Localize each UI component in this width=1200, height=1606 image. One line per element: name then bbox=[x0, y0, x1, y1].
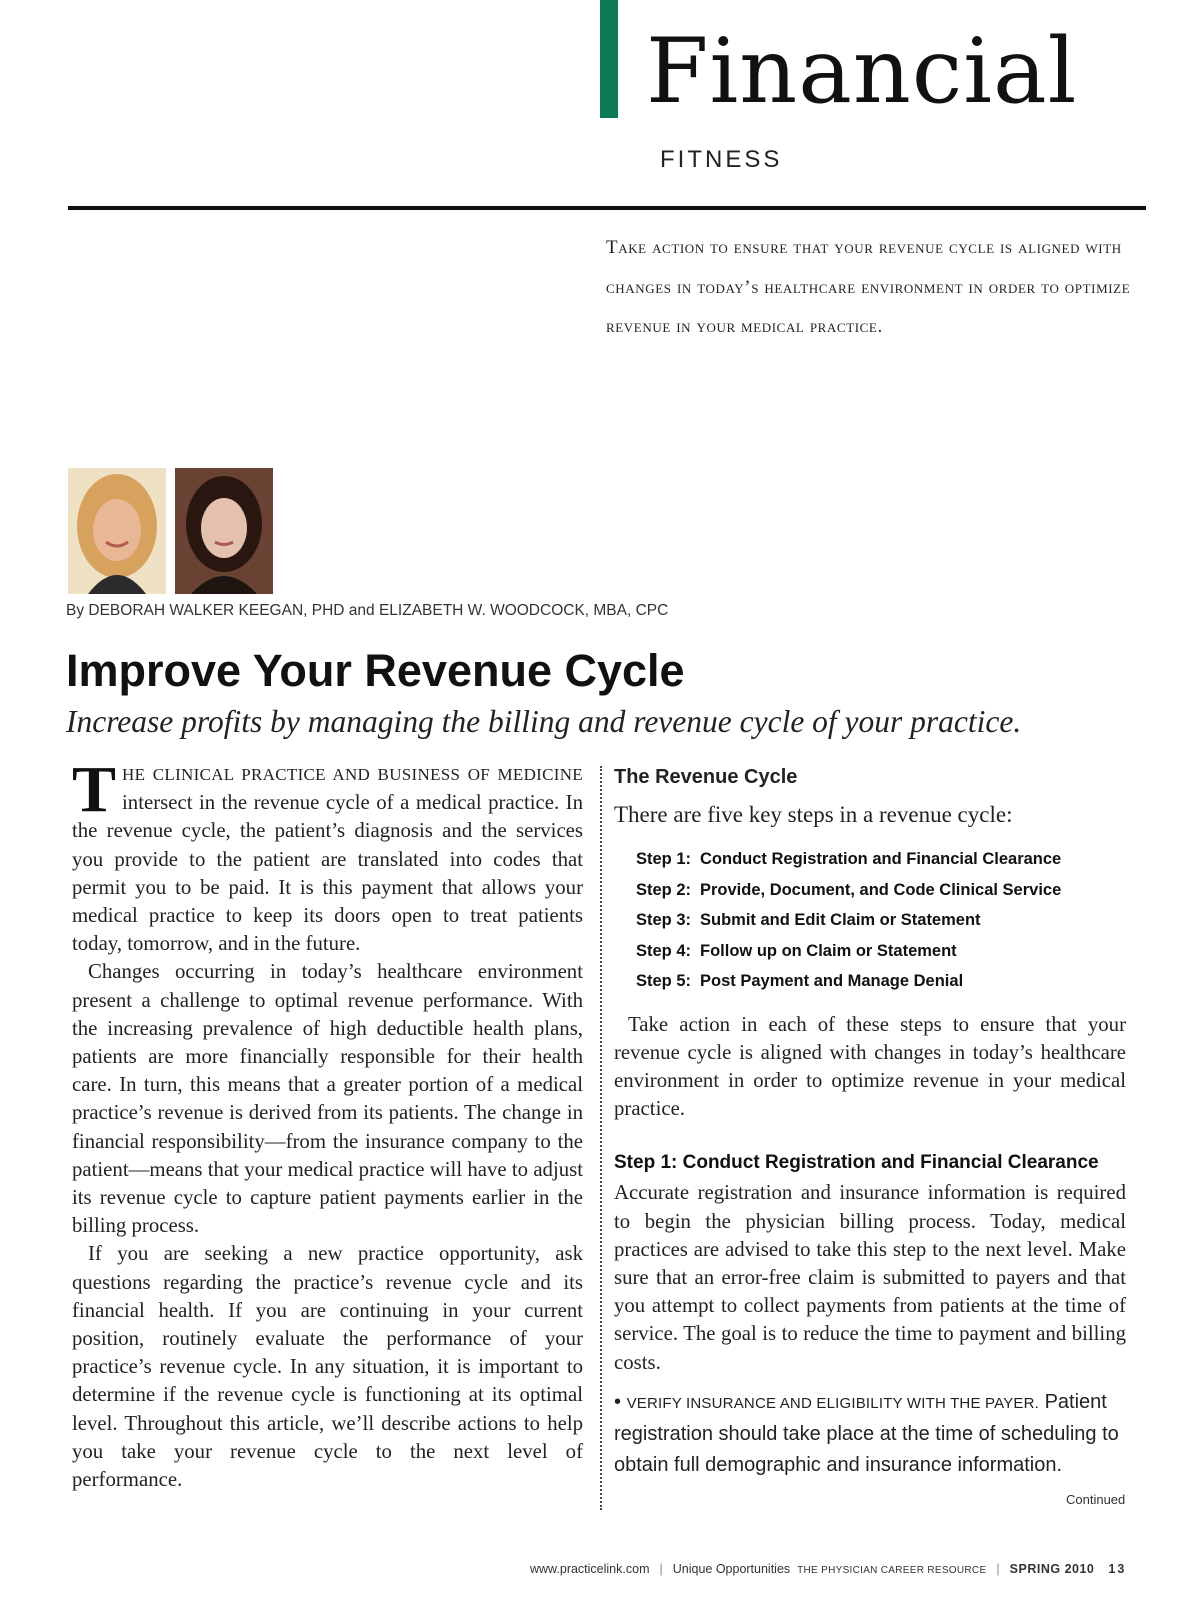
step-text: Follow up on Claim or Statement bbox=[700, 941, 957, 960]
step-label: Step 1: bbox=[636, 850, 692, 868]
right-column bbox=[614, 762, 1126, 1481]
page-footer bbox=[530, 1562, 1142, 1576]
list-item bbox=[636, 936, 1126, 967]
list-item bbox=[636, 905, 1126, 936]
continued-label: Continued bbox=[1066, 1492, 1126, 1507]
paragraph-1-text: intersect in the revenue cycle of a medical practice. In the revenue cycle, the patient’s diagnosis and the services you provide to the patient are translated into codes that permit you to be paid. It is this payment that allows your medical practice to keep its doors open to treat patients today, tomorrow, and in the future. bbox=[72, 791, 583, 956]
list-item bbox=[636, 966, 1126, 997]
action-paragraph: Take action in each of these steps to ensure that your revenue cycle is aligned with changes in today’s healthcare environment in order to optimize revenue in your medical practice. bbox=[614, 1012, 1126, 1121]
author-photo-1 bbox=[68, 468, 166, 594]
byline: By DEBORAH WALKER KEEGAN, PHD and ELIZABETH W. WOODCOCK, MBA, CPC bbox=[66, 602, 669, 619]
header-rule bbox=[68, 206, 1146, 210]
page-number: 13 bbox=[1108, 1562, 1127, 1576]
paragraph-3: If you are seeking a new practice opportunity, ask questions regarding the practice’s revenue cycle and its financial health. If you are continuing in your current position, routinely evaluate the performance of your practice’s revenue cycle. In any situation, it is important to determine if the revenue cycle is functioning at its optimal level. Throughout this article, we’ll describe actions to help you take your revenue cycle to the next level of performance. bbox=[72, 1242, 583, 1492]
revenue-cycle-heading: The Revenue Cycle bbox=[614, 766, 798, 788]
lead-caps: HE CLINICAL PRACTICE AND BUSINESS OF MEDICINE bbox=[122, 765, 583, 784]
footer-issue: SPRING 2010 bbox=[1009, 1562, 1095, 1576]
steps-list bbox=[614, 844, 1126, 997]
article-deck: Take action to ensure that your revenue cycle is aligned with changes in today’s healthcare environment in order to optimize revenue in your medical practice. bbox=[606, 237, 1131, 337]
step-text: Conduct Registration and Financial Clearance bbox=[700, 850, 1062, 868]
left-column bbox=[72, 753, 583, 1494]
footer-tagline: Unique Opportunities bbox=[672, 1562, 791, 1576]
bullet-lead: VERIFY INSURANCE AND ELIGIBILITY WITH THE PAYER. bbox=[626, 1394, 1040, 1412]
footer-tagline-small: THE PHYSICIAN CAREER RESOURCE bbox=[797, 1565, 987, 1576]
step-text: Post Payment and Manage Denial bbox=[700, 972, 964, 990]
step-label: Step 3: bbox=[636, 911, 692, 929]
column-divider bbox=[600, 766, 602, 1510]
footer-separator: | bbox=[659, 1562, 663, 1576]
footer-separator: | bbox=[996, 1562, 1000, 1576]
step1-body: Accurate registration and insurance information is required to begin the physician billing process. Today, medical practices are advised to take this step to the next level. Make sure that an error-free claim is submitted to payers and that you attempt to collect payments from patients at the time of service. The goal is to reduce the time to payment and billing costs. bbox=[614, 1181, 1126, 1374]
article-headline: Improve Your Revenue Cycle bbox=[66, 645, 685, 696]
bullet-text: Patient registration should take place at the time of scheduling to obtain full demographic and insurance information. bbox=[614, 1390, 1119, 1476]
paragraph-2: Changes occurring in today’s healthcare environment present a challenge to optimal revenue performance. With the increasing prevalence of high deductible health plans, patients are more financially responsible for their health care. In turn, this means that a greater portion of a medical practice’s revenue is derived from its patients. The change in financial responsibility—from the insurance company to the patient—means that your medical practice will have to adjust its revenue cycle to capture patient payments earlier in the billing process. bbox=[72, 960, 583, 1238]
section-subtitle: FITNESS bbox=[660, 146, 783, 173]
step-label: Step 5: bbox=[636, 972, 692, 990]
section-title: Financial bbox=[646, 19, 1078, 124]
drop-cap: T bbox=[72, 753, 117, 826]
step-label: Step 4: bbox=[636, 941, 692, 960]
revenue-cycle-intro: There are five key steps in a revenue cycle: bbox=[614, 802, 1013, 827]
footer-website[interactable]: www.practicelink.com bbox=[530, 1562, 650, 1576]
section-accent-bar bbox=[600, 0, 618, 118]
bullet-item bbox=[614, 1387, 1126, 1481]
article-standfirst: Increase profits by managing the billing and revenue cycle of your practice. bbox=[66, 704, 1022, 739]
step1-heading: Step 1: Conduct Registration and Financial Clearance bbox=[614, 1152, 1099, 1174]
list-item bbox=[636, 844, 1126, 875]
bullet-icon: • bbox=[614, 1390, 627, 1413]
author-photo-2 bbox=[175, 468, 273, 594]
step-text: Provide, Document, and Code Clinical Service bbox=[700, 880, 1062, 899]
paragraph-1 bbox=[72, 753, 583, 958]
step-text: Submit and Edit Claim or Statement bbox=[700, 911, 981, 929]
list-item bbox=[636, 875, 1126, 906]
step-label: Step 2: bbox=[636, 880, 692, 899]
